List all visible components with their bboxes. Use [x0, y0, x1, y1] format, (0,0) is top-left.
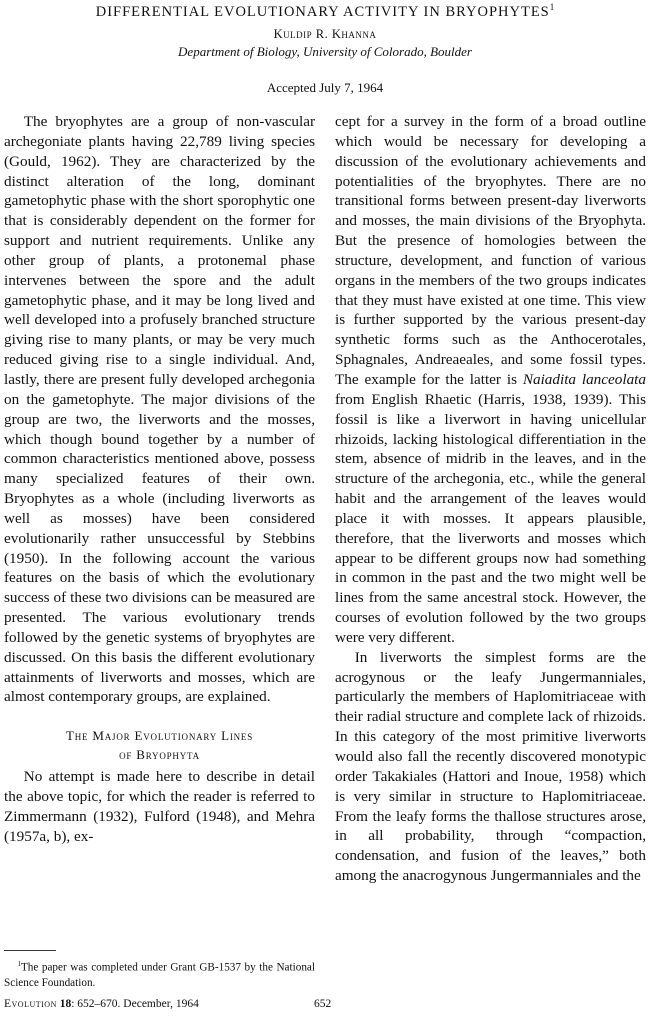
species-name: Naiadita lanceolata	[522, 370, 646, 388]
journal-pages-date: : 652–670. December, 1964	[71, 998, 199, 1010]
section-heading	[4, 726, 315, 764]
section-heading-line2: of Bryophyta	[119, 747, 200, 763]
author-name: Kuldip R. Khanna	[273, 27, 377, 41]
journal-name: Evolution	[4, 998, 57, 1010]
section-paragraph: No attempt is made here to describe in detail the above topic, for which the reader is referred to Zimmermann (1932), Fulford (1948), and Mehra (1957a, b), ex-	[4, 768, 315, 845]
footnote-text: The paper was completed under Grant GB-1537 by the National Science Foundation.	[4, 961, 315, 989]
continuation-text-a: cept for a survey in the form of a broad outline which would be necessary for developing a discussion of the evolutionary achievements and potentialities of the bryophytes. There are no transitional forms between present-day liverworts and mosses, the main divisions of the Bryophyta. But the presence of homologies between the structure, development, and function of various organs in the members of the two groups indicates that they must have existed at one time. This view is further supported by the various present-day synthetic forms such as the Anthocerotales, Sphagnales, Andreaeales, and some fossil types. The example for the latter is	[335, 113, 646, 388]
title-footnote-mark: 1	[549, 2, 555, 12]
author-affiliation: Department of Biology, University of Colorado, Boulder	[178, 44, 472, 59]
footnote-mark: 1	[17, 960, 21, 968]
footnote-rule	[4, 950, 56, 951]
page-number: 652	[314, 998, 332, 1010]
accepted-date: Accepted July 7, 1964	[266, 80, 384, 95]
section-heading-line1: The Major Evolutionary Lines	[65, 728, 254, 744]
intro-paragraph: The bryophytes are a group of non-vascular archegoniate plants having 22,789 living species (Gould, 1962). They are characterized by the distinct alteration of the long, dominant gametophytic phase with the short sporophytic one that is considerably dependent on the former for support and nutrient requirements. Unlike any other group of plants, a protonemal phase intervenes between the spore and the adult gametophytic phase, and it may be long lived and well developed into a profusely branched structure giving rise to many plants, or may be very much reduced giving rise to a single individual. And, lastly, there are present fully developed archegonia on the gametophyte. The major divisions of the group are two, the liverworts and the mosses, which though bound together by a number of common characteristics mentioned above, possess many specialized features of their own. Bryophytes as a whole (including liverworts as well as mosses) have been considered evolutionarily rather unsuccessful by Stebbins (1950). In the following account the various features on the basis of which the evolutionary success of these two divisions can be measured are presented. The various evolutionary trends followed by the genetic systems of bryophytes are discussed. On this basis the different evolutionary attainments of liverworts and mosses, which are almost contemporary groups, are explained.	[4, 113, 315, 706]
left-column	[4, 112, 315, 847]
footnote	[4, 957, 315, 991]
liverworts-paragraph: In liverworts the simplest forms are the acrogynous or the leafy Jungermanniales, particularly the members of Haplomitriaceae with their radial structure and complete lack of rhizoids. In this category of the most primitive liverworts would also fall the recently discovered monotypic order Takakiales (Hattori and Inoue, 1958) which is very similar in structure to Haplomitriaceae. From the leafy forms the thallose structures arose, in all probability, through “compaction, condensation, and fusion of the leaves,” both among the anacrogynous Jungermanniales and the	[335, 648, 646, 885]
journal-footer	[4, 998, 199, 1010]
journal-volume: 18	[59, 998, 72, 1010]
right-column	[335, 112, 646, 886]
continuation-paragraph	[335, 112, 646, 648]
continuation-text-b: from English Rhaetic (Harris, 1938, 1939). This fossil is like a liverwort in having unicellular rhizoids, lacking histological differentiation in the stem, absence of midrib in the leaves, and in the structure of the archegonia, etc., while the general habit and the arrangement of the leaves would place it with mosses. It appears plausible, therefore, that the liverworts and mosses which appear to be different groups now had something in common in the past and the two might well be lines from the same ancestral stock. However, the courses of evolution followed by the two groups were very different.	[335, 390, 646, 646]
article-title-text: DIFFERENTIAL EVOLUTIONARY ACTIVITY IN BRYOPHYTES	[95, 3, 550, 20]
article-title	[0, 2, 650, 21]
